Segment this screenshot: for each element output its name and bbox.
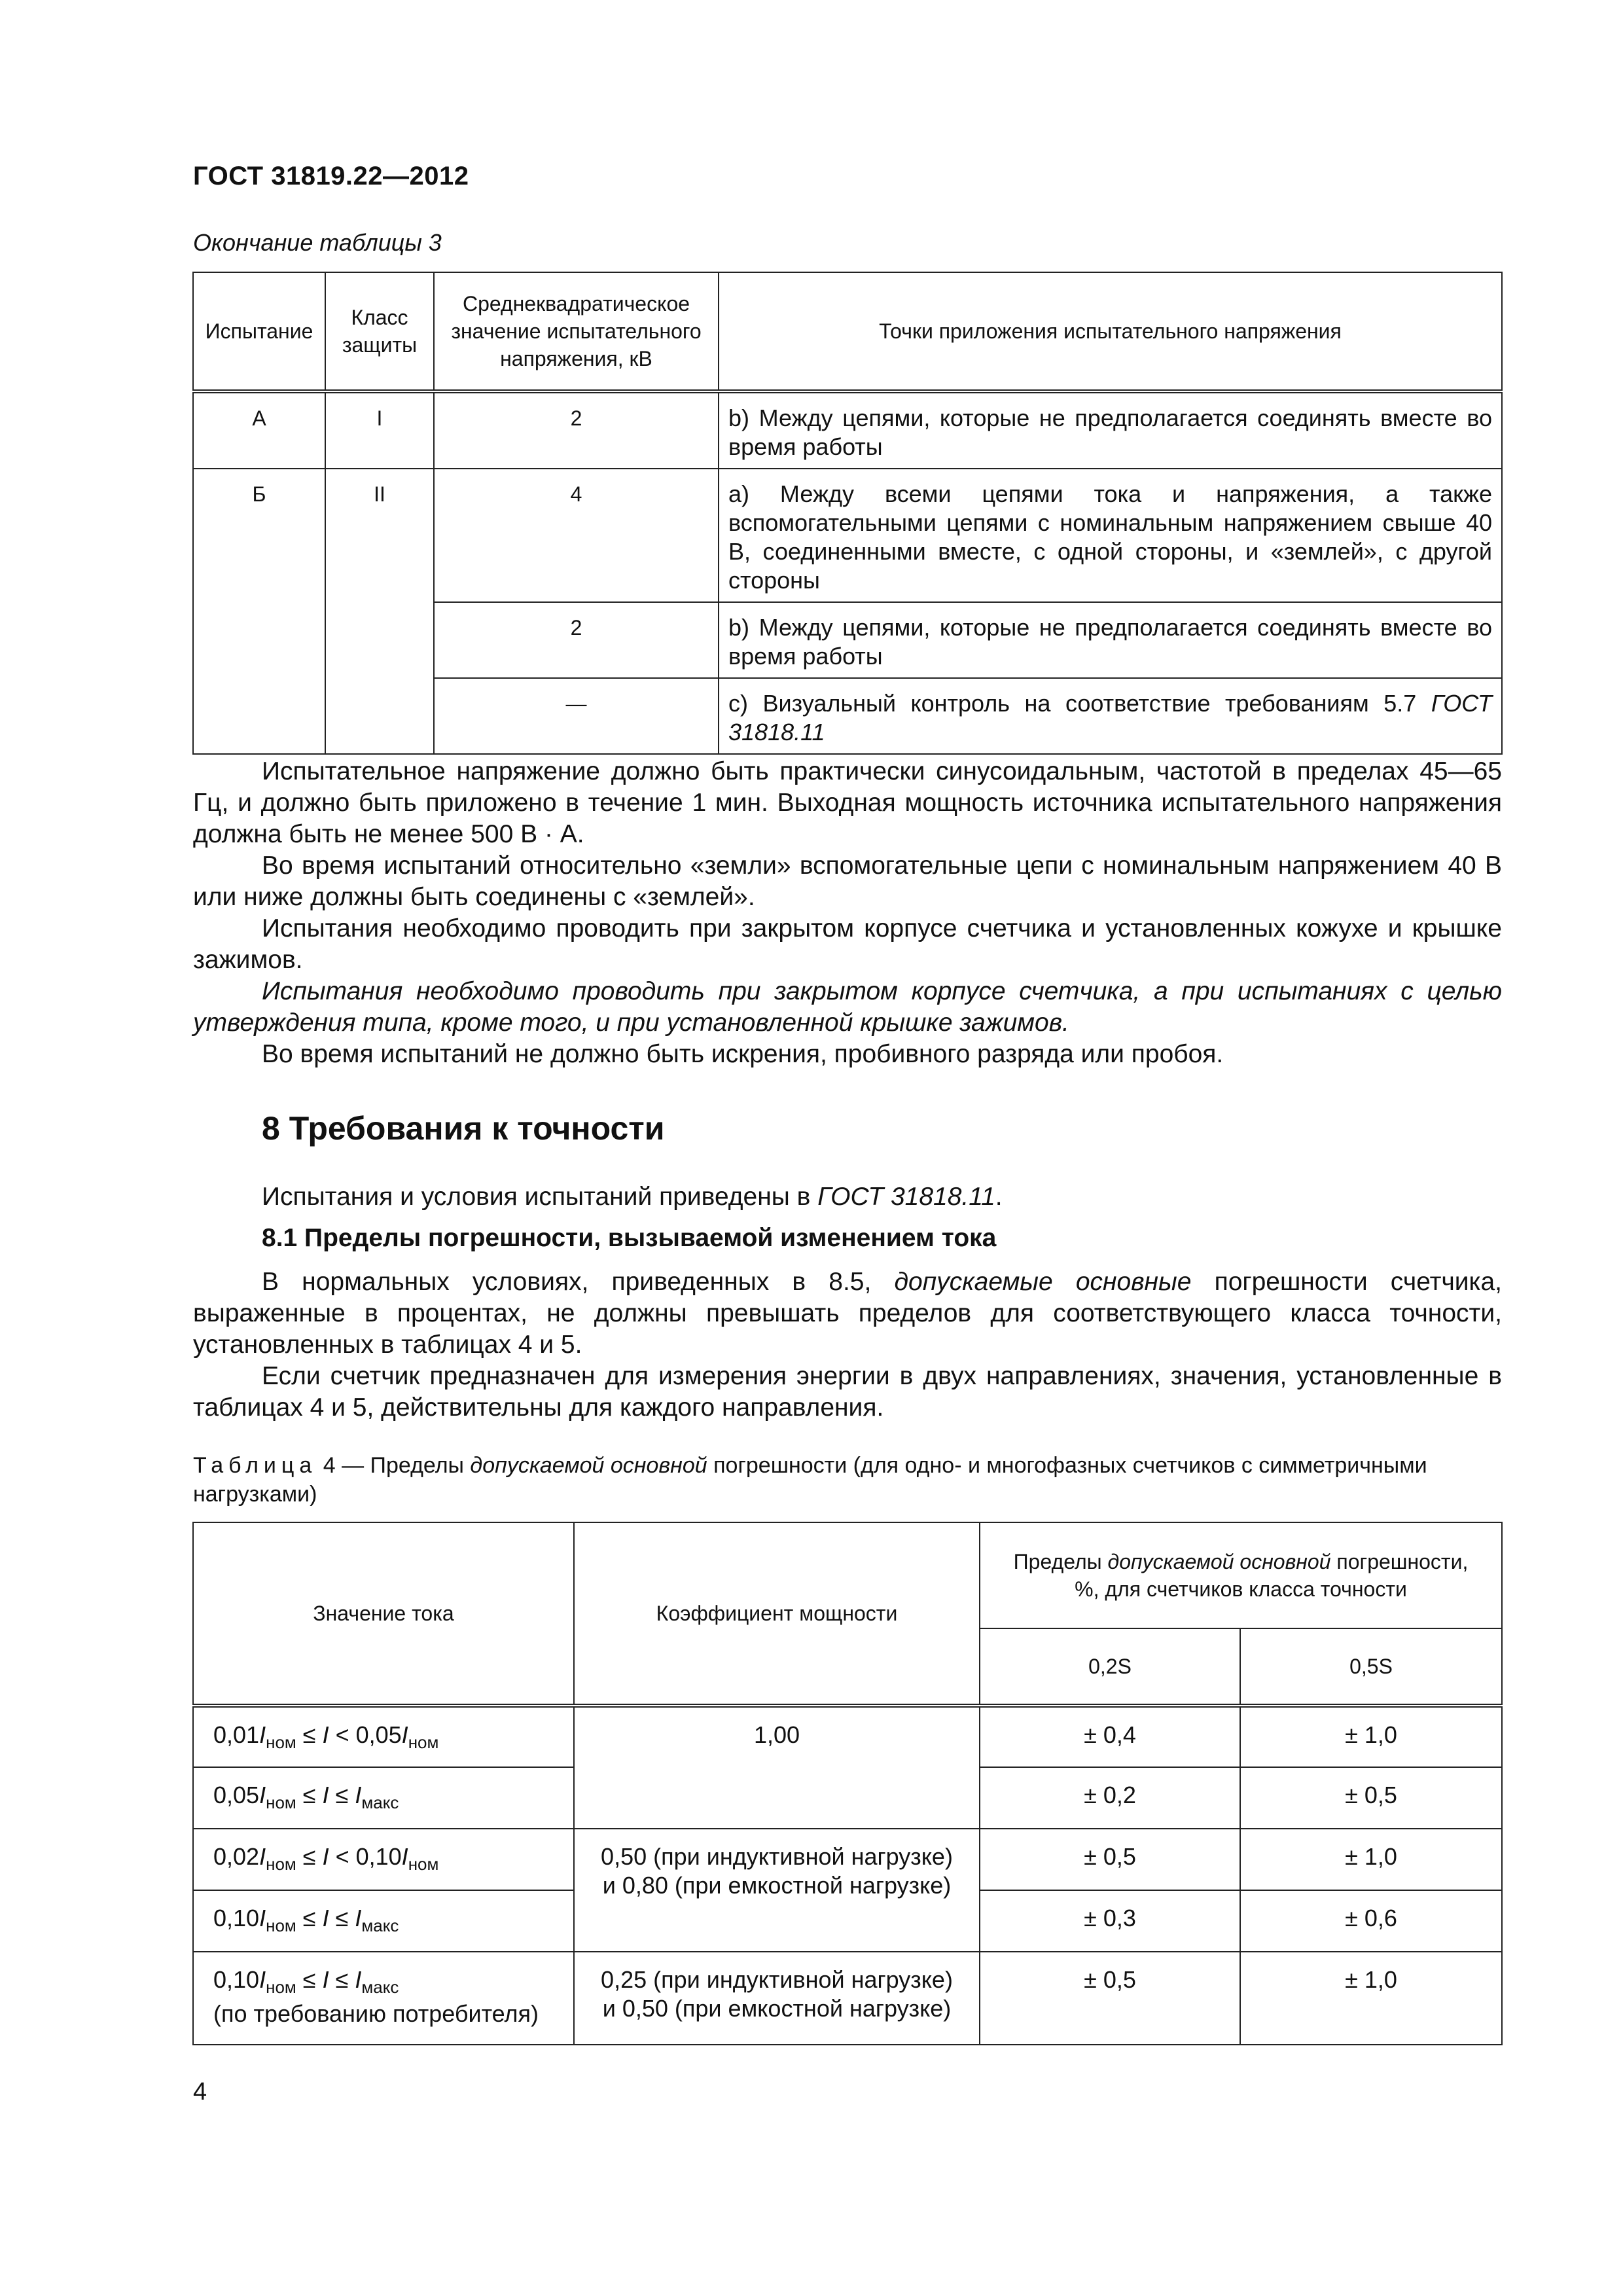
document-header: ГОСТ 31819.22—2012 [193, 162, 469, 190]
paragraph: Испытательное напряжение должно быть практически синусоидальным, частотой в пределах 45—65 Гц, и должно быть приложено в течение 1 мин. Выходная мощность источника испытательного напряжения должна быть не менее 500 В · А. [193, 757, 1502, 848]
cell-limit: ± 0,5 [980, 1952, 1240, 2045]
cell-limit: ± 0,3 [980, 1890, 1240, 1952]
table-3 [192, 272, 1503, 755]
test-requirements-text [193, 756, 1502, 1070]
cell-voltage: 2 [434, 602, 719, 678]
page-number: 4 [193, 2078, 207, 2106]
subsection-title: 8.1 Пределы погрешности, вызываемой изменением тока [262, 1224, 997, 1252]
th-class-0-5s: 0,5S [1240, 1628, 1502, 1706]
cell-current: $0,01I_{ном} \le I < 0,05I_{ном}$ [193, 1706, 574, 1767]
th-current: Значение тока [193, 1522, 574, 1706]
paragraph: Во время испытаний относительно «земли» вспомогательные цепи с номинальным напряжением 40 В или ниже должны быть соединены с «землей». [193, 852, 1502, 911]
cell-current: $0,10I_{ном} \le I \le I_{макс}$ (по требованию потребителя) [193, 1952, 574, 2045]
th-class-0-2s: 0,2S [980, 1628, 1240, 1706]
cell-current: $0,10I_{ном} \le I \le I_{макс}$ [193, 1890, 574, 1952]
th-power-factor: Коэффициент мощности [574, 1522, 980, 1706]
cell-voltage: 4 [434, 469, 719, 602]
cell-voltage: 2 [434, 391, 719, 469]
cell-limit: ± 1,0 [1240, 1952, 1502, 2045]
cell-test: А [193, 391, 325, 469]
cell-limit: ± 0,2 [980, 1767, 1240, 1829]
cell-voltage: — [434, 678, 719, 754]
cell-point: a) Между всеми цепями тока и напряжения, а также вспомогательными цепями с номинальным напряжением свыше 40 В, соединенными вместе, с одной стороны, и «землей», с другой стороны [719, 469, 1502, 602]
cell-current: $0,05I_{ном} \le I \le I_{макс}$ [193, 1767, 574, 1829]
cell-limit: ± 0,5 [1240, 1767, 1502, 1829]
standard-reference: ГОСТ 31818.11 [817, 1183, 995, 1211]
cell-point: b) Между цепями, которые не предполагается соединять вместе во время работы [719, 602, 1502, 678]
section-title: 8 Требования к точности [262, 1110, 665, 1147]
paragraph: Испытания необходимо проводить при закрытом корпусе счетчика, а при испытаниях с целью утверждения типа, кроме того, и при установленной крышке зажимов. [193, 977, 1502, 1037]
section-intro: Испытания и условия испытаний приведены в ГОСТ 31818.11. [262, 1183, 1003, 1211]
standard-reference: ГОСТ 31818.11 [728, 690, 1492, 745]
subsection-text [193, 1266, 1502, 1424]
cell-power-factor: 0,25 (при индуктивной нагрузке) и 0,50 (при емкостной нагрузке) [574, 1952, 980, 2045]
cell-current: $0,02I_{ном} \le I < 0,10I_{ном}$ [193, 1829, 574, 1890]
th-class: Класс защиты [325, 272, 434, 391]
cell-class: I [325, 391, 434, 469]
cell-limit: ± 1,0 [1240, 1706, 1502, 1767]
paragraph: В нормальных условиях, приведенных в 8.5, допускаемые основные погрешности счетчика, выраженные в процентах, не должны превышать пределов для соответствующего класса точности, установленных в таблицах 4 и 5. [193, 1268, 1502, 1359]
cell-class: II [325, 469, 434, 754]
cell-limit: ± 0,6 [1240, 1890, 1502, 1952]
table-4 [192, 1522, 1503, 2045]
table4-caption: Таблица 4 — Пределы допускаемой основной погрешности (для одно- и многофазных счетчиков с симметричными нагрузками) [193, 1453, 1427, 1507]
cell-test: Б [193, 469, 325, 754]
th-points: Точки приложения испытательного напряжения [719, 272, 1502, 391]
point-text: c) Визуальный контроль на соответствие требованиям 5.7 [728, 690, 1431, 717]
paragraph: Испытания необходимо проводить при закрытом корпусе счетчика и установленных кожухе и крышке зажимов. [193, 914, 1502, 974]
paragraph: Во время испытаний не должно быть искрения, пробивного разряда или пробоя. [262, 1040, 1224, 1068]
paragraph: Если счетчик предназначен для измерения энергии в двух направлениях, значения, установленные в таблицах 4 и 5, действительны для каждого направления. [193, 1362, 1502, 1422]
cell-limit: ± 0,4 [980, 1706, 1240, 1767]
th-limits: Пределы допускаемой основной погрешности, %, для счетчиков класса точности [980, 1522, 1502, 1628]
table3-caption: Окончание таблицы 3 [193, 229, 442, 256]
cell-point: b) Между цепями, которые не предполагается соединять вместе во время работы [719, 391, 1502, 469]
cell-limit: ± 0,5 [980, 1829, 1240, 1890]
cell-power-factor: 1,00 [574, 1706, 980, 1829]
cell-point [719, 678, 1502, 754]
intro-text: Испытания и условия испытаний приведены в [262, 1183, 818, 1211]
cell-limit: ± 1,0 [1240, 1829, 1502, 1890]
cell-power-factor: 0,50 (при индуктивной нагрузке) и 0,80 (при емкостной нагрузке) [574, 1829, 980, 1952]
th-voltage: Среднеквадратическое значение испытательного напряжения, кВ [434, 272, 719, 391]
th-test: Испытание [193, 272, 325, 391]
